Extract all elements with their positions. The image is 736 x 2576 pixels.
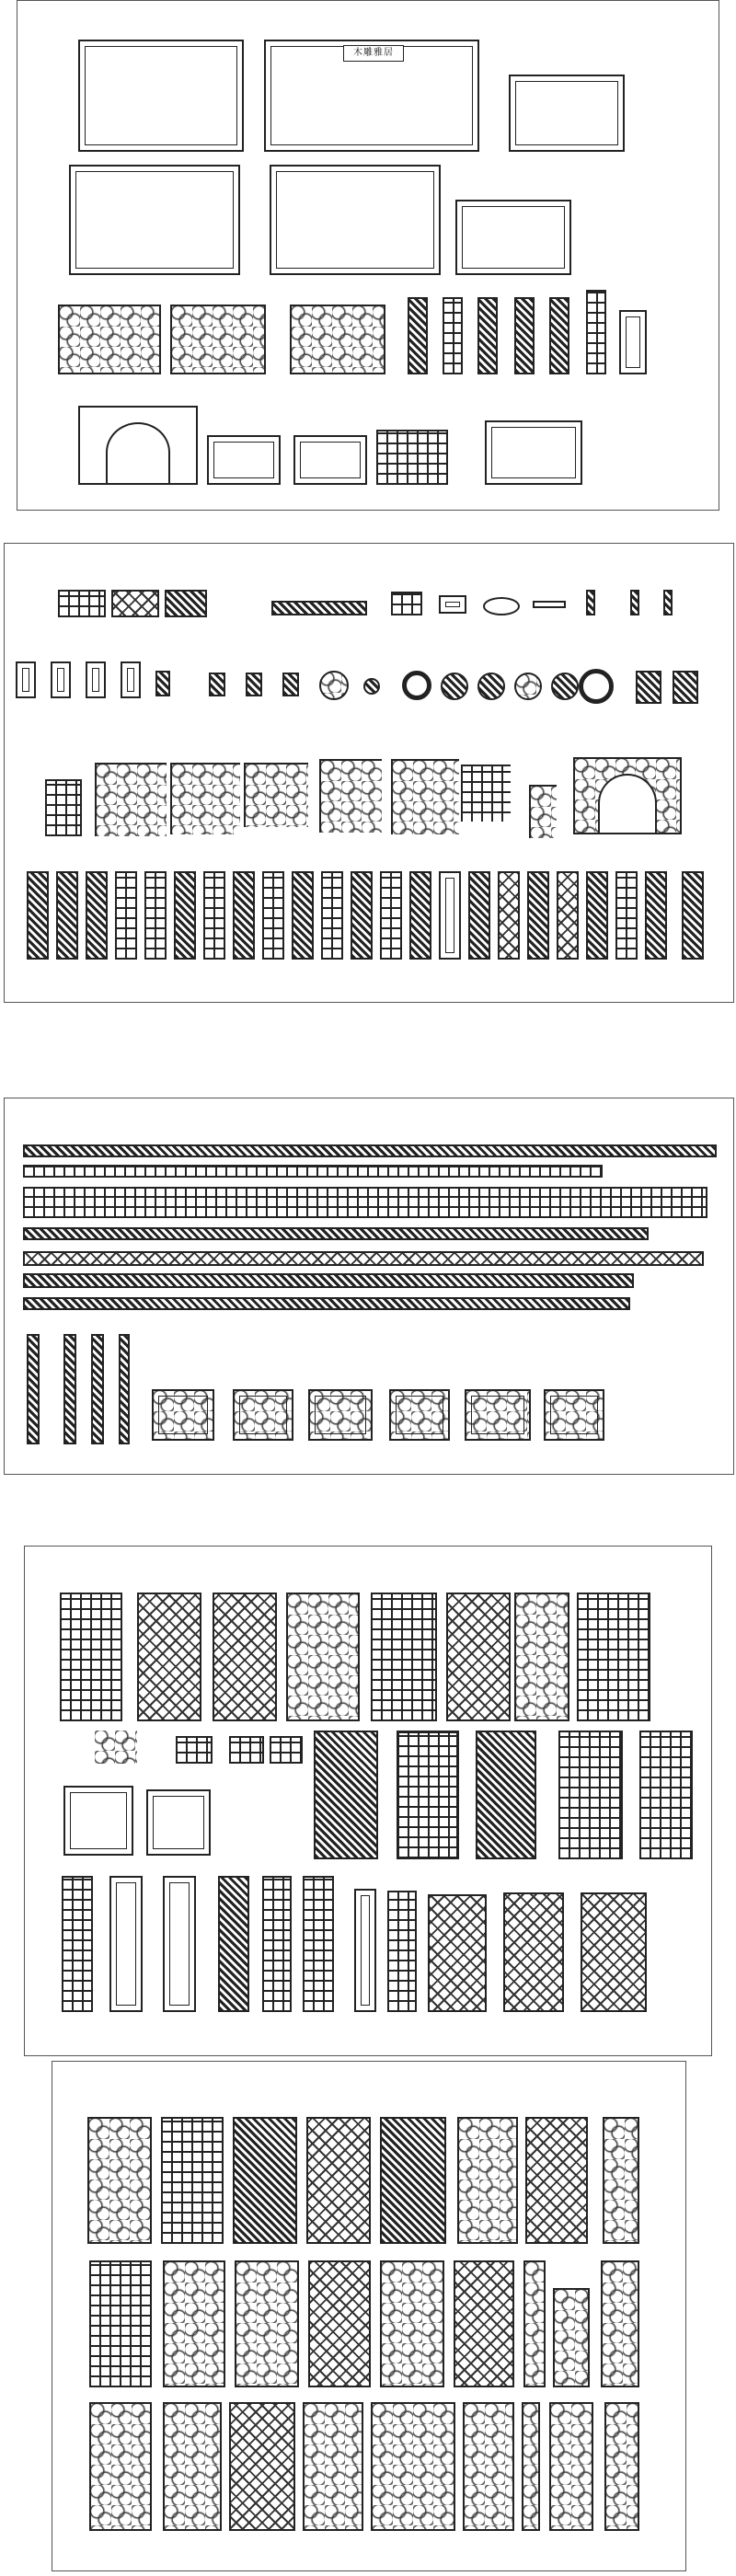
- door-panel: [203, 871, 225, 960]
- border-strip: [23, 1165, 603, 1178]
- moon-gate-wall: [78, 406, 198, 485]
- medallion: [441, 673, 468, 700]
- carved-screen: [89, 2402, 152, 2531]
- lattice-panel: [371, 1593, 437, 1721]
- carved-low-screen: [509, 75, 625, 152]
- round-window-panel: [45, 779, 82, 836]
- border-strip: [23, 1251, 704, 1266]
- ceiling-medallion-panel: [152, 1389, 214, 1441]
- carved-plaque: [673, 671, 698, 704]
- door-panel: [303, 1876, 334, 2012]
- carved-cabinet: [376, 430, 448, 485]
- narrow-panel: [443, 297, 463, 374]
- carved-screen: [163, 2260, 225, 2387]
- carved-screen: [601, 2260, 639, 2387]
- border-strip: [23, 1273, 634, 1288]
- carved-column: [63, 1334, 76, 1444]
- ornament-tile: [165, 590, 207, 617]
- lattice-panel-dark: [476, 1731, 536, 1859]
- ornament-figure: [209, 673, 225, 696]
- door-panel: [409, 871, 431, 960]
- medallion: [363, 678, 380, 695]
- ornament-tile: [391, 592, 422, 615]
- door-panel: [163, 1876, 196, 2012]
- folding-screen-1: [58, 305, 161, 374]
- carved-screen: [233, 2117, 297, 2244]
- carved-screen: [163, 2402, 222, 2531]
- narrow-panel: [408, 297, 428, 374]
- ceiling-medallion-panel: [544, 1389, 604, 1441]
- carved-screen: [549, 2402, 593, 2531]
- lattice-panel-dark: [397, 1731, 459, 1859]
- narrow-panel: [477, 297, 498, 374]
- door-panel: [586, 871, 608, 960]
- lattice-panel: [60, 1593, 122, 1721]
- door-panel: [218, 1876, 249, 2012]
- small-tile: [229, 1736, 264, 1764]
- door-panel: [527, 871, 549, 960]
- door-panel: [292, 871, 314, 960]
- drawing-sheet-1: [17, 0, 719, 511]
- door-panel: [354, 1889, 376, 2012]
- lattice-panel-dark: [314, 1731, 378, 1859]
- ornament-tile: [439, 595, 466, 614]
- carved-screen: [235, 2260, 299, 2387]
- lattice-panel: [514, 1593, 569, 1721]
- lattice-panel: [577, 1593, 650, 1721]
- narrow-panel: [619, 310, 647, 374]
- door-panel: [380, 871, 402, 960]
- door-panel: [262, 1876, 292, 2012]
- square-lattice-tile: [63, 1786, 133, 1856]
- ornament-oval: [483, 597, 520, 615]
- corner-bracket: [391, 759, 459, 834]
- door-panel: [56, 871, 78, 960]
- square-lattice-tile: [146, 1789, 211, 1856]
- door-panel: [615, 871, 638, 960]
- door-panel: [387, 1891, 417, 2012]
- ornament-tile: [58, 590, 106, 617]
- moon-gate-ornament: [573, 757, 682, 834]
- door-panel: [351, 871, 373, 960]
- lattice-panel: [137, 1593, 201, 1721]
- door-panel: [468, 871, 490, 960]
- door-panel: [557, 871, 579, 960]
- narrow-panel: [549, 297, 569, 374]
- ceiling-medallion-panel: [233, 1389, 293, 1441]
- drawing-sheet-4: [24, 1546, 712, 2056]
- ornament-slim: [630, 590, 639, 615]
- ornament-bar: [533, 601, 566, 608]
- carved-screen: [603, 2117, 639, 2244]
- ornament-slim: [663, 590, 673, 615]
- carved-screen: [553, 2288, 590, 2387]
- ceiling-medallion-panel: [465, 1389, 531, 1441]
- small-tile: [270, 1736, 303, 1764]
- folding-screen-3: [290, 305, 385, 374]
- lattice-panel: [581, 1892, 647, 2012]
- door-panel: [27, 871, 49, 960]
- carved-screen: [89, 2260, 152, 2387]
- drawing-sheet-5: [52, 2061, 686, 2571]
- door-panel: [62, 1876, 93, 2012]
- border-tile-row: [23, 1187, 707, 1218]
- medallion: [319, 671, 349, 700]
- door-panel: [86, 871, 108, 960]
- door-panel: [233, 871, 255, 960]
- medallion: [402, 671, 431, 700]
- border-strip: [23, 1297, 630, 1310]
- carved-screen: [308, 2260, 371, 2387]
- carved-screen: [523, 2260, 546, 2387]
- carved-plaque: [636, 671, 661, 704]
- carved-screen: [87, 2117, 152, 2244]
- drawing-sheet-2: [4, 543, 734, 1003]
- door-panel: [321, 871, 343, 960]
- lattice-panel: [428, 1894, 487, 2012]
- carved-column: [119, 1334, 130, 1444]
- carved-doorway-frame: [78, 40, 244, 152]
- post-base: [121, 661, 141, 698]
- carved-screen: [380, 2117, 446, 2244]
- carved-screen: [604, 2402, 639, 2531]
- carved-screen: [303, 2402, 363, 2531]
- carved-screen: [161, 2117, 224, 2244]
- door-panel: [109, 1876, 143, 2012]
- ceiling-medallion-panel: [308, 1389, 373, 1441]
- door-panel: [498, 871, 520, 960]
- carved-screen: [525, 2117, 588, 2244]
- border-strip: [23, 1227, 649, 1240]
- ornament-figure: [246, 673, 262, 696]
- lattice-panel: [503, 1892, 564, 2012]
- lattice-panel: [213, 1593, 277, 1721]
- post-base: [16, 661, 36, 698]
- carved-screen: [457, 2117, 518, 2244]
- ornament-figure: [282, 673, 299, 696]
- post-base: [155, 671, 170, 696]
- carved-screen: [380, 2260, 444, 2387]
- carved-column: [27, 1334, 40, 1444]
- corner-bracket: [95, 763, 167, 836]
- door-panel: [682, 871, 704, 960]
- corner-bracket: [461, 765, 511, 822]
- medallion: [551, 673, 579, 700]
- medallion: [514, 673, 542, 700]
- lattice-panel: [286, 1593, 360, 1721]
- carved-window: [293, 435, 367, 485]
- door-panel: [262, 871, 284, 960]
- carved-column: [91, 1334, 104, 1444]
- post-base: [51, 661, 71, 698]
- carved-screen: [306, 2117, 371, 2244]
- carved-screen: [463, 2402, 514, 2531]
- small-ornament: [95, 1731, 137, 1764]
- gate-plaque-text: 木雕雅居: [343, 45, 404, 62]
- medallion: [477, 673, 505, 700]
- corner-bracket: [319, 759, 382, 833]
- corner-bracket: [170, 763, 240, 834]
- carved-open-doorway: [270, 165, 441, 275]
- carved-window: [207, 435, 281, 485]
- door-panel: [144, 871, 167, 960]
- small-tile: [176, 1736, 213, 1764]
- door-panel: [174, 871, 196, 960]
- lattice-panel: [558, 1731, 623, 1859]
- border-strip: [23, 1144, 717, 1157]
- carved-screen: [371, 2402, 455, 2531]
- door-panel: [439, 871, 461, 960]
- door-panel: [645, 871, 667, 960]
- moon-gate-panel: [455, 200, 571, 275]
- lattice-panel: [446, 1593, 511, 1721]
- ornament-bar: [271, 601, 367, 615]
- sliding-door-set: [485, 420, 582, 485]
- post-base: [86, 661, 106, 698]
- folding-screen-2: [170, 305, 266, 374]
- drawing-sheet-3: [4, 1098, 734, 1475]
- corner-bracket: [529, 785, 557, 838]
- ornament-tile: [111, 590, 159, 617]
- narrow-panel: [514, 297, 535, 374]
- carved-screen: [454, 2260, 514, 2387]
- lattice-panel: [639, 1731, 693, 1859]
- ornament-slim: [586, 590, 595, 615]
- door-panel: [115, 871, 137, 960]
- ceiling-medallion-panel: [389, 1389, 450, 1441]
- narrow-panel: [586, 290, 606, 374]
- carved-arch-frame: [69, 165, 240, 275]
- corner-bracket: [244, 763, 308, 827]
- carved-screen: [229, 2402, 295, 2531]
- medallion: [579, 669, 614, 704]
- carved-screen: [522, 2402, 540, 2531]
